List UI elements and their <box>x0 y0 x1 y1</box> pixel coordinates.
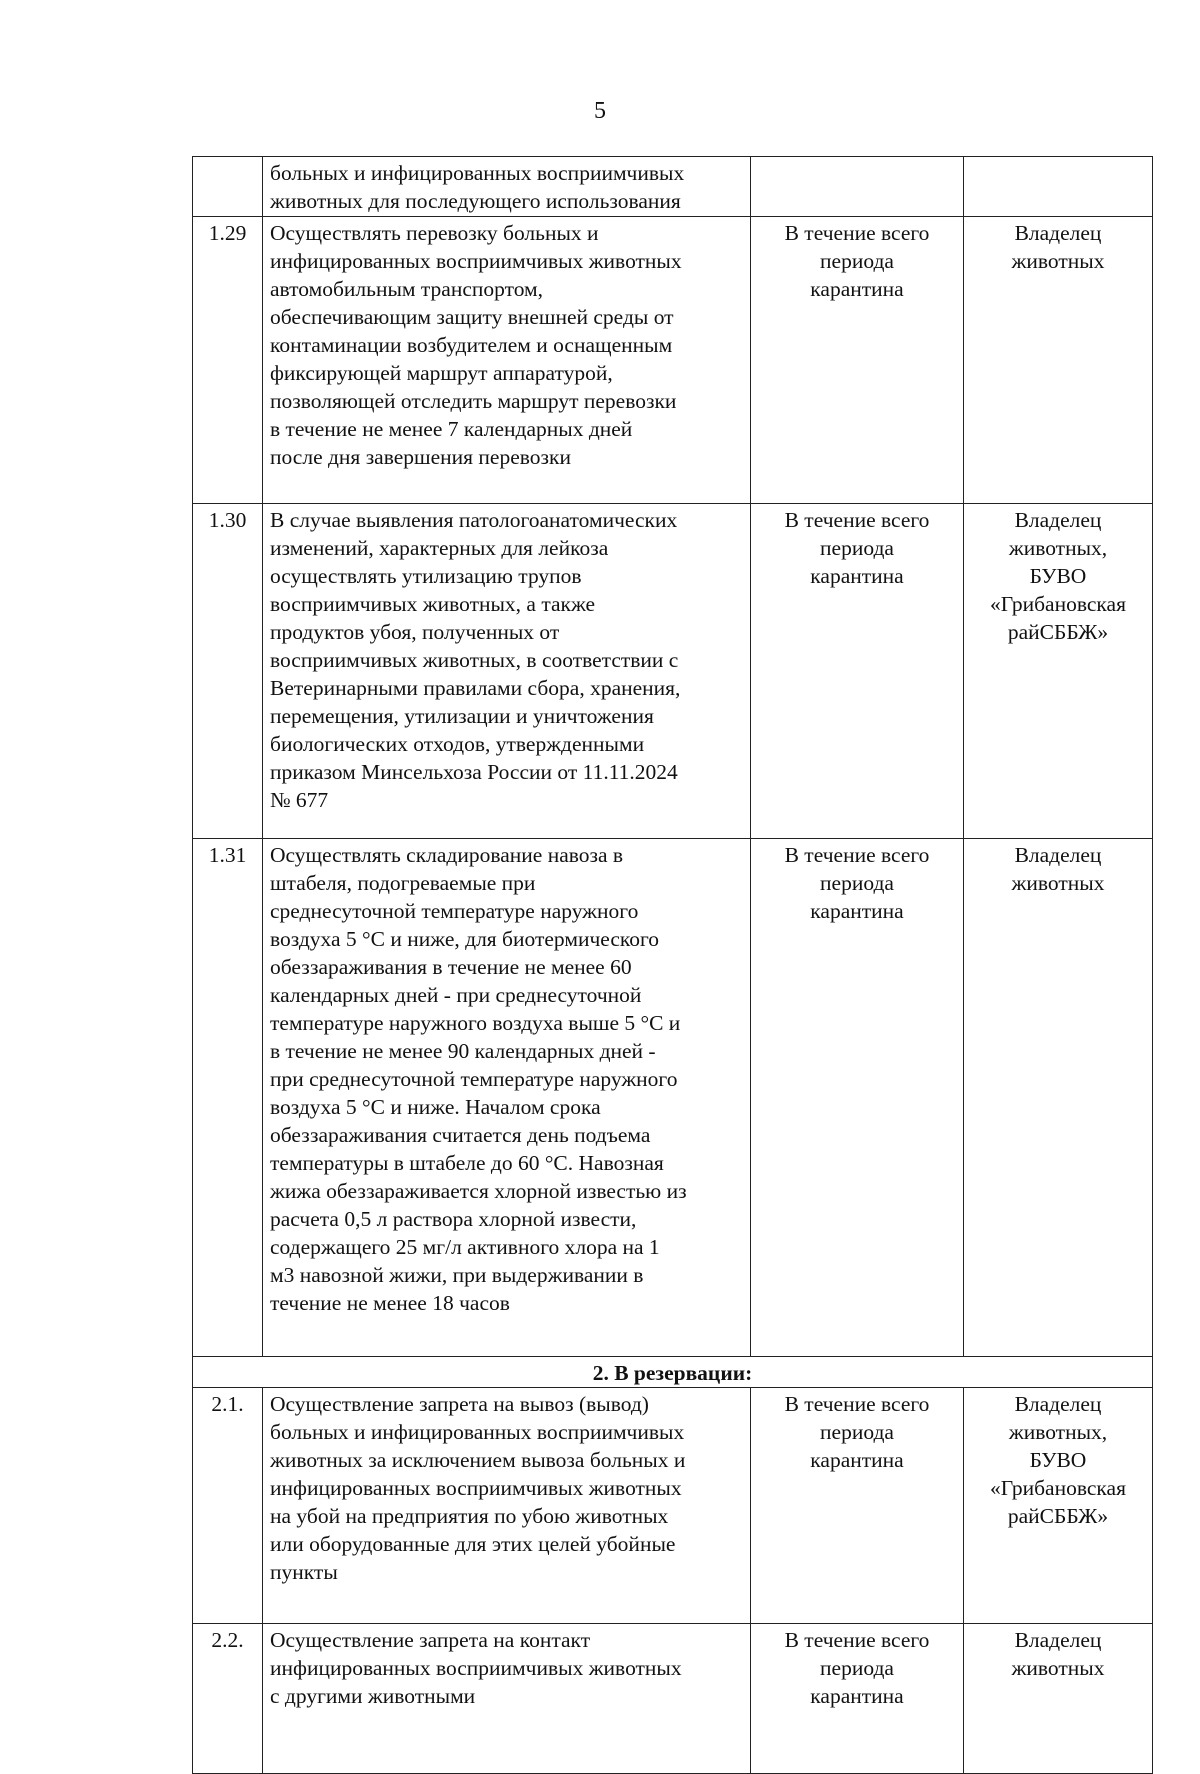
description-line: больных и инфицированных восприимчивых <box>270 161 685 185</box>
table-row <box>193 1624 1153 1774</box>
table-row <box>193 217 1153 504</box>
description-line: обеззараживания считается день подъема <box>270 1123 651 1147</box>
description-line: контаминации возбудителем и оснащенным <box>270 333 673 357</box>
section-2-title: 2. В резервации: <box>193 1357 1153 1388</box>
description-line: приказом Минсельхоза России от 11.11.2024 <box>270 760 678 784</box>
table-body-section-1 <box>193 157 1153 1357</box>
description-line: № 677 <box>270 788 329 812</box>
description-line: инфицированных восприимчивых животных <box>270 1476 682 1500</box>
description-line: осуществлять утилизацию трупов <box>270 564 582 588</box>
responsible-party: Владелец животных <box>964 839 1153 1357</box>
description-line: инфицированных восприимчивых животных <box>270 1656 682 1680</box>
description-line: с другими животными <box>270 1684 476 1708</box>
table-row <box>193 504 1153 839</box>
description-line: автомобильным транспортом, <box>270 277 544 301</box>
description-line: обеспечивающим защиту внешней среды от <box>270 305 674 329</box>
description-line: животных за исключением вывоза больных и <box>270 1448 686 1472</box>
page-number: 5 <box>594 98 606 124</box>
description-line: Осуществлять складирование навоза в <box>270 843 624 867</box>
measures-table <box>192 156 1153 1774</box>
description-line: изменений, характерных для лейкоза <box>270 536 609 560</box>
measure-term: В течение всего периода карантина <box>751 1388 964 1624</box>
measure-term <box>751 157 964 217</box>
measure-term: В течение всего периода карантина <box>751 839 964 1357</box>
responsible-party: Владелец животных <box>964 217 1153 504</box>
description-line: при среднесуточной температуре наружного <box>270 1067 678 1091</box>
description-line: восприимчивых животных, в соответствии с <box>270 648 679 672</box>
measure-description <box>263 839 751 1357</box>
description-line: содержащего 25 мг/л активного хлора на 1 <box>270 1235 660 1259</box>
section-2-header <box>193 1357 1153 1388</box>
description-line: воздуха 5 °С и ниже. Началом срока <box>270 1095 601 1119</box>
description-line: обеззараживания в течение не менее 60 <box>270 955 632 979</box>
description-line: больных и инфицированных восприимчивых <box>270 1420 685 1444</box>
description-line: Ветеринарными правилами сбора, хранения, <box>270 676 681 700</box>
description-line: температуры в штабеле до 60 °С. Навозная <box>270 1151 664 1175</box>
measure-description <box>263 157 751 217</box>
row-number <box>193 157 263 217</box>
description-line: восприимчивых животных, а также <box>270 592 596 616</box>
description-line: Осуществление запрета на вывоз (вывод) <box>270 1392 649 1416</box>
description-line: в течение не менее 90 календарных дней - <box>270 1039 656 1063</box>
table-row <box>193 1388 1153 1624</box>
description-line: после дня завершения перевозки <box>270 445 571 469</box>
measure-term: В течение всего периода карантина <box>751 217 964 504</box>
description-line: животных для последующего использования <box>270 189 681 213</box>
description-line: на убой на предприятия по убою животных <box>270 1504 669 1528</box>
description-line: течение не менее 18 часов <box>270 1291 510 1315</box>
row-number: 1.30 <box>193 504 263 839</box>
row-number: 2.2. <box>193 1624 263 1774</box>
description-line: инфицированных восприимчивых животных <box>270 249 682 273</box>
responsible-party: Владелец животных <box>964 1624 1153 1774</box>
description-line: календарных дней - при среднесуточной <box>270 983 642 1007</box>
description-line: пункты <box>270 1560 338 1584</box>
row-number: 1.31 <box>193 839 263 1357</box>
description-line: биологических отходов, утвержденными <box>270 732 645 756</box>
responsible-party <box>964 157 1153 217</box>
measure-description <box>263 1388 751 1624</box>
description-line: в течение не менее 7 календарных дней <box>270 417 633 441</box>
measure-term: В течение всего периода карантина <box>751 504 964 839</box>
description-line: перемещения, утилизации и уничтожения <box>270 704 654 728</box>
row-number: 1.29 <box>193 217 263 504</box>
description-line: воздуха 5 °С и ниже, для биотермического <box>270 927 660 951</box>
description-line: штабеля, подогреваемые при <box>270 871 536 895</box>
description-line: фиксирующей маршрут аппаратурой, <box>270 361 613 385</box>
responsible-party: Владелец животных, БУВО «Грибановская райСББЖ» <box>964 504 1153 839</box>
description-line: Осуществление запрета на контакт <box>270 1628 591 1652</box>
measure-term: В течение всего периода карантина <box>751 1624 964 1774</box>
description-line: м3 навозной жижи, при выдерживании в <box>270 1263 644 1287</box>
measure-description <box>263 217 751 504</box>
section-row <box>193 1357 1153 1388</box>
description-line: продуктов убоя, полученных от <box>270 620 560 644</box>
row-number: 2.1. <box>193 1388 263 1624</box>
table-row <box>193 839 1153 1357</box>
description-line: среднесуточной температуре наружного <box>270 899 639 923</box>
description-line: температуре наружного воздуха выше 5 °С и <box>270 1011 681 1035</box>
description-line: В случае выявления патологоанатомических <box>270 508 678 532</box>
description-line: позволяющей отследить маршрут перевозки <box>270 389 677 413</box>
table-body-section-2 <box>193 1388 1153 1774</box>
responsible-party: Владелец животных, БУВО «Грибановская райСББЖ» <box>964 1388 1153 1624</box>
table-row <box>193 157 1153 217</box>
description-line: жижа обеззараживается хлорной известью из <box>270 1179 687 1203</box>
measure-description <box>263 504 751 839</box>
description-line: или оборудованные для этих целей убойные <box>270 1532 676 1556</box>
description-line: расчета 0,5 л раствора хлорной извести, <box>270 1207 637 1231</box>
description-line: Осуществлять перевозку больных и <box>270 221 599 245</box>
measure-description <box>263 1624 751 1774</box>
